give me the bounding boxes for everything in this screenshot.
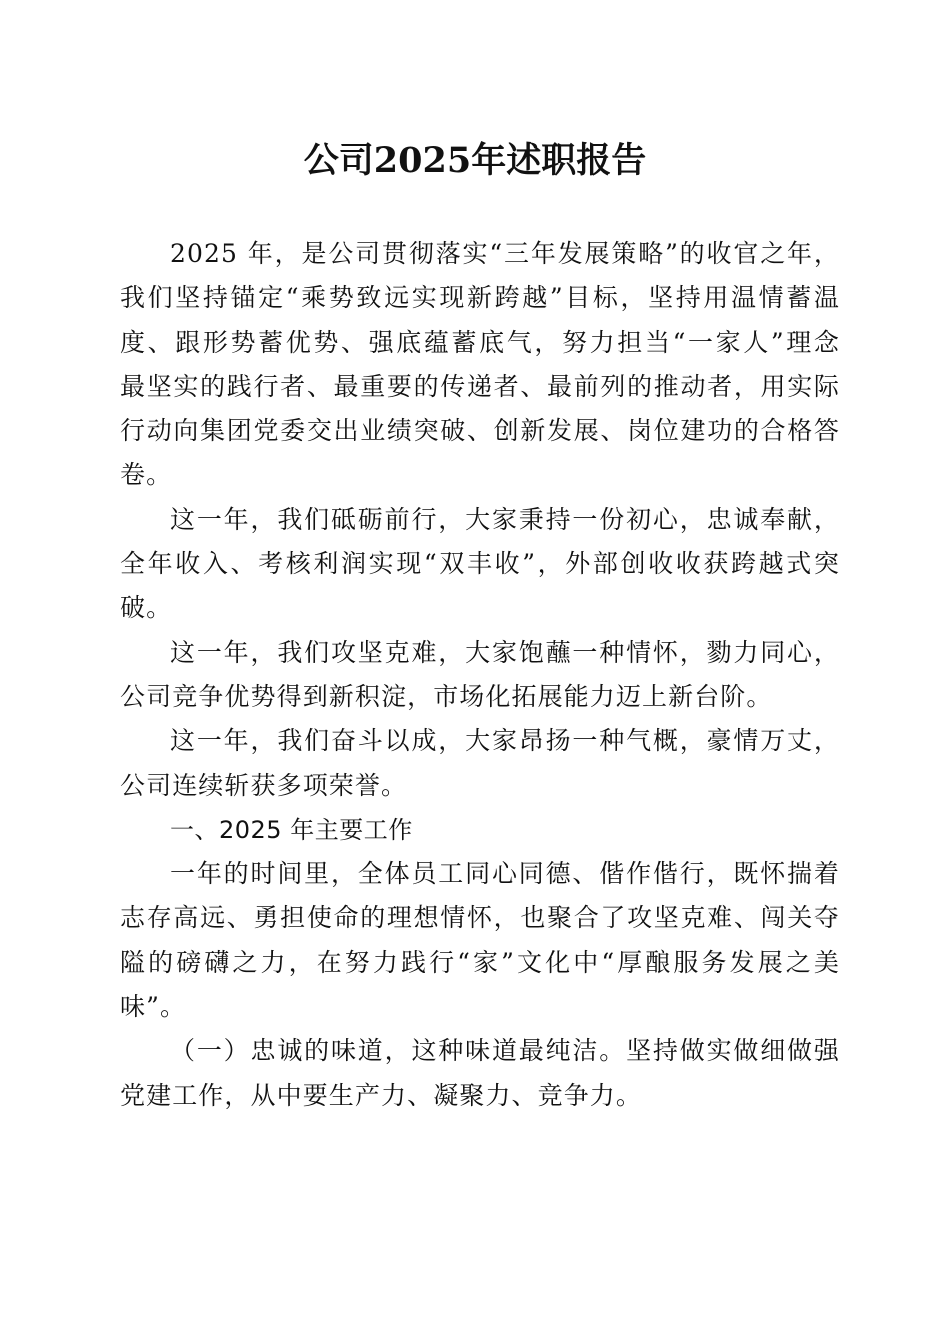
paragraph-line: 2025 年，是公司贯彻落实“三年发展策略”的收官之年，	[170, 239, 840, 268]
paragraph-line: 我们坚持锚定“乘势致远实现新跨越”目标，坚持用温情蓄温	[120, 283, 840, 313]
paragraph-line: 公司连续斩获多项荣誉。	[120, 770, 408, 800]
paragraph-line: 最坚实的践行者、最重要的传递者、最前列的推动者，用实际	[120, 371, 840, 401]
paragraph-line: 隘的磅礴之力，在努力践行“家”文化中“厚酿服务发展之美	[120, 947, 840, 977]
paragraph-line: 破。	[120, 593, 173, 623]
document-body	[120, 232, 840, 1118]
paragraph-line: 党建工作，从中要生产力、凝聚力、竞争力。	[120, 1080, 643, 1110]
paragraph-line: 行动向集团党委交出业绩突破、创新发展、岗位建功的合格答	[120, 416, 840, 446]
paragraph-line: 度、跟形势蓄优势、强底蕴蓄底气，努力担当“一家人”理念	[120, 327, 840, 357]
paragraph-line: 卷。	[120, 460, 173, 490]
paragraph-line: 全年收入、考核利润实现“双丰收”，外部创收收获跨越式突	[120, 549, 840, 579]
section-heading: 一、2025 年主要工作	[170, 815, 413, 844]
paragraph-line: 味”。	[120, 992, 187, 1022]
document-title: 公司2025年述职报告	[303, 140, 647, 181]
paragraph-line: 这一年，我们奋斗以成，大家昂扬一种气概，豪情万丈，	[170, 726, 840, 756]
paragraph-line: 一年的时间里，全体员工同心同德、偕作偕行，既怀揣着	[170, 859, 840, 889]
paragraph-line: 公司竞争优势得到新积淀，市场化拓展能力迈上新台阶。	[120, 681, 773, 711]
paragraph-line: 志存高远、勇担使命的理想情怀，也聚合了攻坚克难、闯关夺	[120, 903, 840, 933]
paragraph-line: 这一年，我们砥砺前行，大家秉持一份初心，忠诚奉献，	[170, 504, 840, 534]
subsection-paragraph-line: （一）忠诚的味道，这种味道最纯洁。坚持做实做细做强	[170, 1036, 840, 1066]
paragraph-line: 这一年，我们攻坚克难，大家饱蘸一种情怀，勠力同心，	[170, 637, 840, 667]
